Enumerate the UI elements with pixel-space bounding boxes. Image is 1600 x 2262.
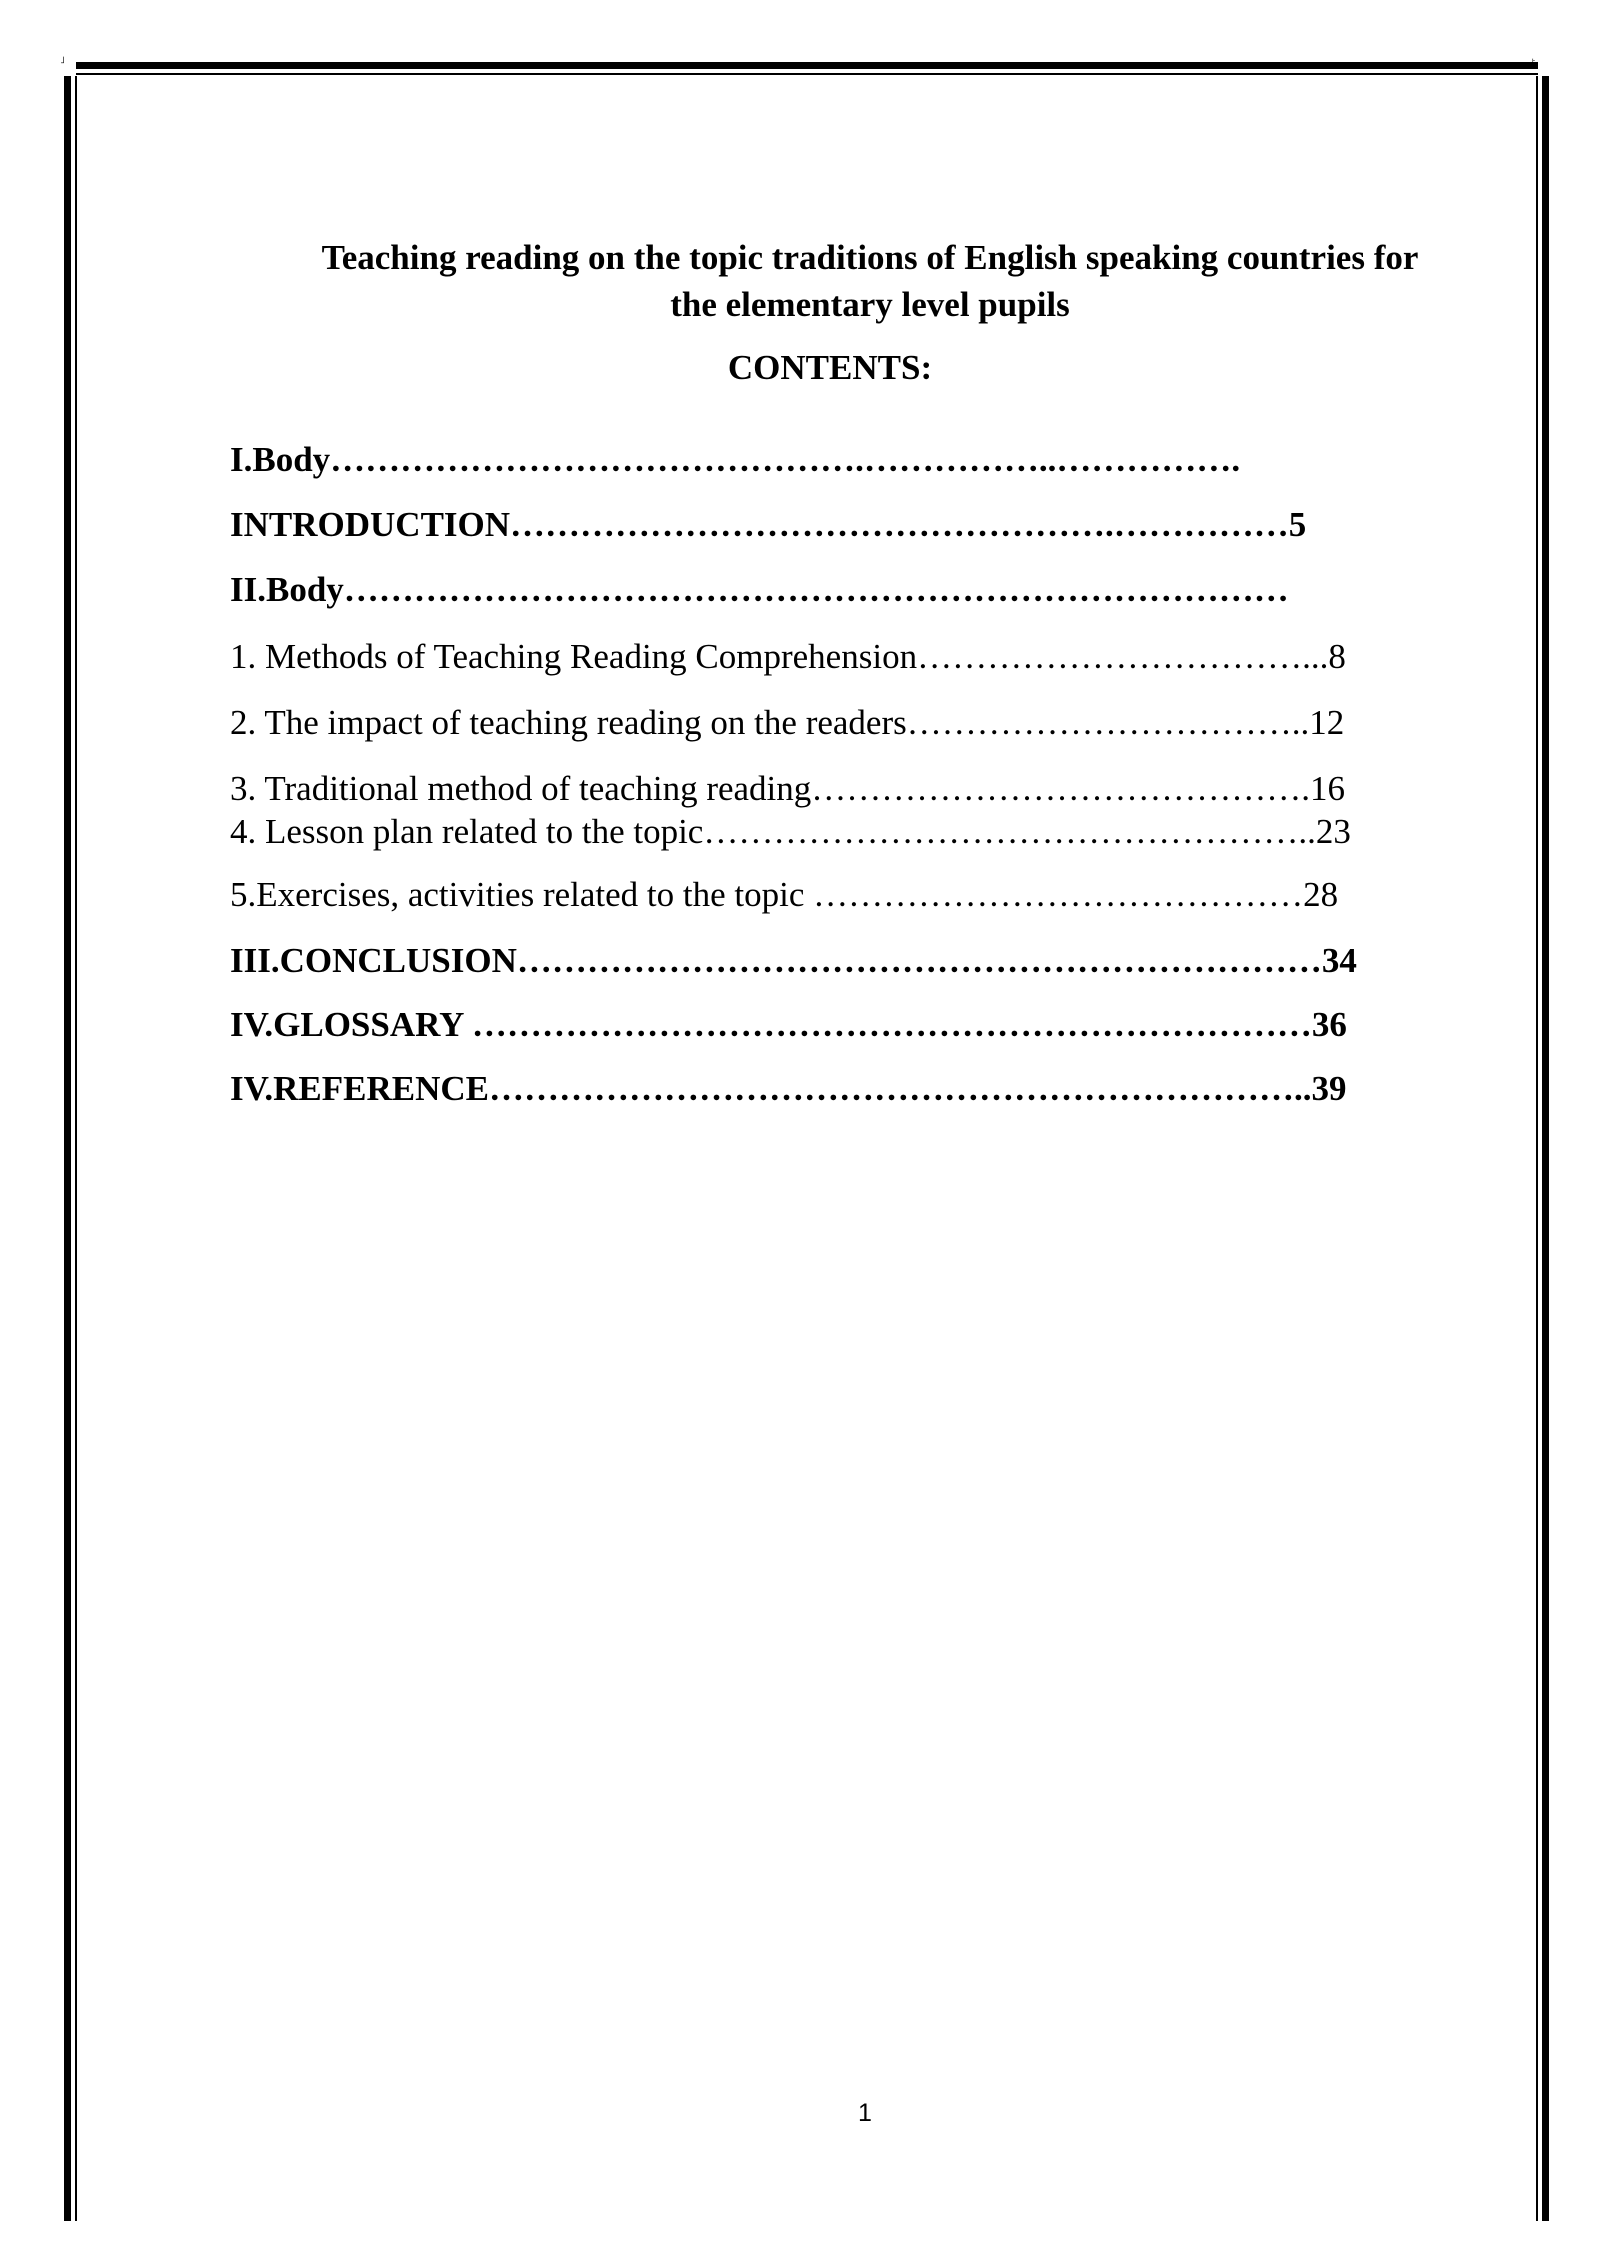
toc-entry-body-1: I.Body……………………………………….……………..……………. xyxy=(230,440,1241,479)
toc-entry-lesson-plan: 4. Lesson plan related to the topic……………………………………………..23 xyxy=(230,812,1351,851)
toc-entry-conclusion: III.CONCLUSION……………………………………………………………34 xyxy=(230,941,1357,980)
toc-entry-introduction: INTRODUCTION…………………………………………….……………5 xyxy=(230,505,1307,544)
title-line-2: the elementary level pupils xyxy=(670,285,1070,324)
page-border-right-inner xyxy=(1536,76,1538,2221)
page-number: 1 xyxy=(858,2099,872,2127)
corner-mark-left: ˩ xyxy=(60,55,65,66)
page-border-right xyxy=(1542,76,1549,2221)
toc-entry-traditional-method: 3. Traditional method of teaching reading…………………………………….16 xyxy=(230,769,1346,808)
page-border-left-inner xyxy=(75,76,77,2221)
toc-entry-body-2: II.Body……………………………………………………………………… xyxy=(230,570,1289,609)
toc-entry-reference: IV.REFERENCE……………………………………………………………..39 xyxy=(230,1069,1347,1108)
toc-entry-impact: 2. The impact of teaching reading on the readers……………………………..12 xyxy=(230,703,1345,742)
page-border-top xyxy=(76,62,1538,69)
toc-entry-exercises: 5.Exercises, activities related to the topic ……………………………………28 xyxy=(230,875,1339,914)
document-title xyxy=(240,234,1500,328)
toc-entry-glossary: IV.GLOSSARY ………………………………………………………………36 xyxy=(230,1005,1347,1044)
corner-mark-right: ˫ xyxy=(1532,55,1536,66)
title-line-1: Teaching reading on the topic traditions of English speaking countries for xyxy=(321,238,1419,277)
page-border-left xyxy=(64,76,71,2221)
toc-entry-methods: 1. Methods of Teaching Reading Comprehension……………………………...8 xyxy=(230,637,1346,676)
page-border-top-inner xyxy=(76,73,1538,75)
contents-heading: CONTENTS: xyxy=(727,348,933,387)
